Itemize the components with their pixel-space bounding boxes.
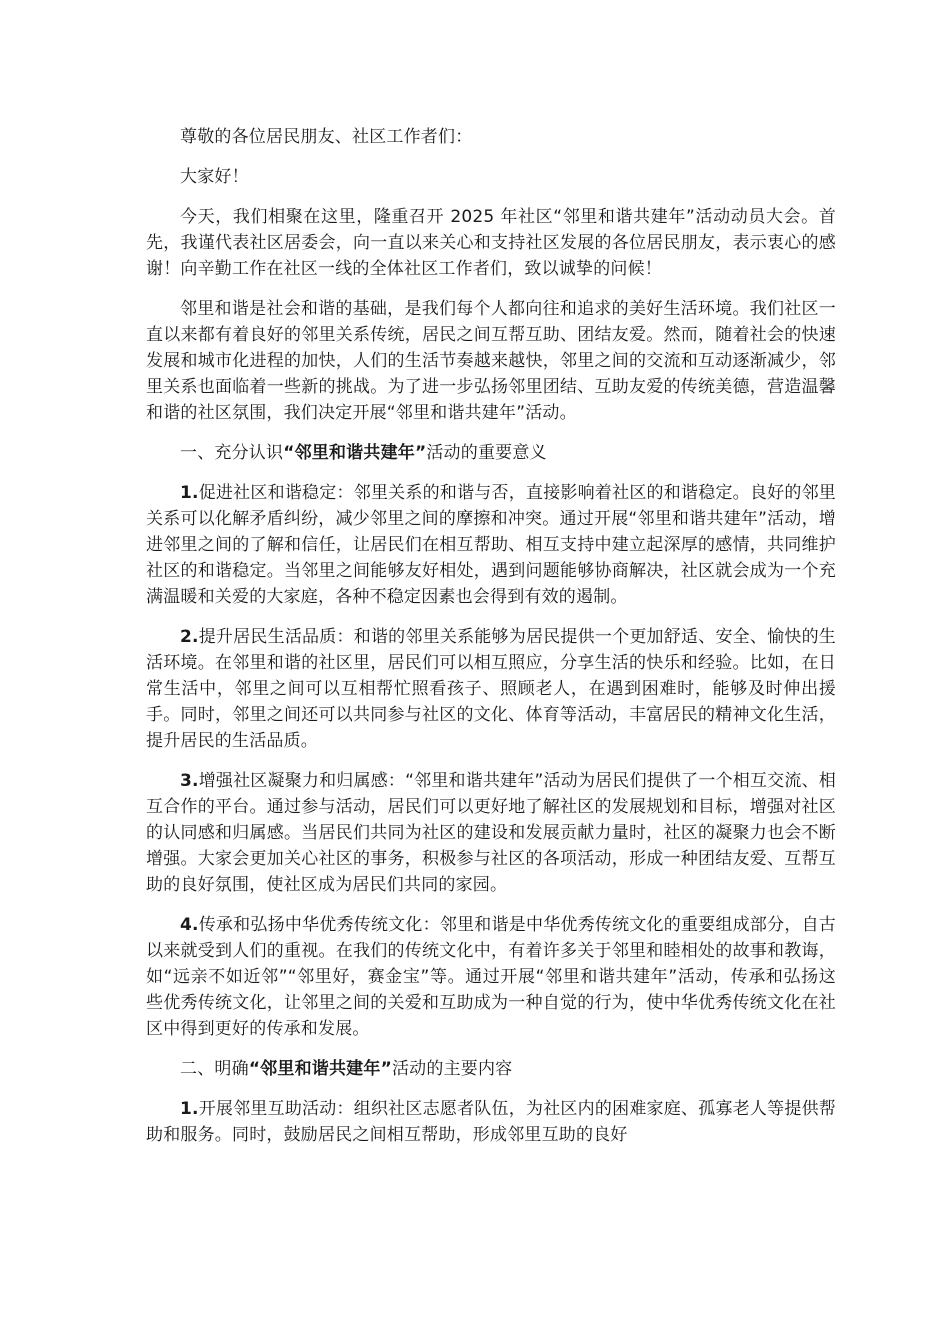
section1-item-1: 1.促进社区和谐稳定：邻里关系的和谐与否，直接影响着社区的和谐稳定。良好的邻里关系可以化解矛盾纠纷，减少邻里之间的摩擦和冲突。通过开展“邻里和谐共建年”活动，增进邻里之间的了解和信任，让居民们在相互帮助、相互支持中建立起深厚的感情，共同维护社区的和谐稳定。当邻里之间能够友好相处，遇到问题能够协商解决，社区就会成为一个充满温暖和关爱的大家庭，各种不稳定因素也会得到有效的遏制。 — [146, 483, 836, 607]
section2-item-1: 1.开展邻里互助活动：组织社区志愿者队伍，为社区内的困难家庭、孤寡老人等提供帮助和服务。同时，鼓励居民之间相互帮助，形成邻里互助的良好 — [146, 1099, 836, 1145]
section1-item-4: 4.传承和弘扬中华优秀传统文化：邻里和谐是中华优秀传统文化的重要组成部分，自古以来就受到人们的重视。在我们的传统文化中，有着许多关于邻里和睦相处的故事和教诲，如“远亲不如近邻”“邻里好，赛金宝”等。通过开展“邻里和谐共建年”活动，传承和弘扬这些优秀传统文化，让邻里之间的关爱和互助成为一种自觉的行为，使中华优秀传统文化在社区中得到更好的传承和发展。 — [146, 915, 836, 1039]
section-heading-2: 二、明确“邻里和谐共建年”活动的主要内容 — [180, 1059, 513, 1079]
section1-item-3: 3.增强社区凝聚力和归属感：“邻里和谐共建年”活动为居民们提供了一个相互交流、相互合作的平台。通过参与活动，居民们可以更好地了解社区的发展规划和目标，增强对社区的认同感和归属感。当居民们共同为社区的建设和发展贡献力量时，社区的凝聚力也会不断增强。大家会更加关心社区的事务，积极参与社区的各项活动，形成一种团结友爱、互帮互助的良好氛围，使社区成为居民们共同的家园。 — [146, 771, 836, 895]
document-body — [146, 124, 836, 1162]
greeting: 大家好！ — [180, 167, 249, 187]
salutation: 尊敬的各位居民朋友、社区工作者们： — [180, 127, 473, 147]
intro-paragraph-2: 邻里和谐是社会和谐的基础，是我们每个人都向往和追求的美好生活环境。我们社区一直以来都有着良好的邻里关系传统，居民之间互帮互助、团结友爱。然而，随着社会的快速发展和城市化进程的加快，人们的生活节奏越来越快，邻里之间的交流和互动逐渐减少，邻里关系也面临着一些新的挑战。为了进一步弘扬邻里团结、互助友爱的传统美德，营造温馨和谐的社区氛围，我们决定开展“邻里和谐共建年”活动。 — [146, 299, 836, 423]
section-heading-1: 一、充分认识“邻里和谐共建年”活动的重要意义 — [180, 443, 547, 463]
intro-paragraph-1: 今天，我们相聚在这里，隆重召开 2025 年社区“邻里和谐共建年”活动动员大会。首先，我谨代表社区居委会，向一直以来关心和支持社区发展的各位居民朋友，表示衷心的感谢！向辛勤工作在社区一线的全体社区工作者们，致以诚挚的问候！ — [146, 207, 836, 279]
section1-item-2: 2.提升居民生活品质：和谐的邻里关系能够为居民提供一个更加舒适、安全、愉快的生活环境。在邻里和谐的社区里，居民们可以相互照应，分享生活的快乐和经验。比如，在日常生活中，邻里之间可以互相帮忙照看孩子、照顾老人，在遇到困难时，能够及时伸出援手。同时，邻里之间还可以共同参与社区的文化、体育等活动，丰富居民的精神文化生活，提升居民的生活品质。 — [146, 627, 836, 751]
